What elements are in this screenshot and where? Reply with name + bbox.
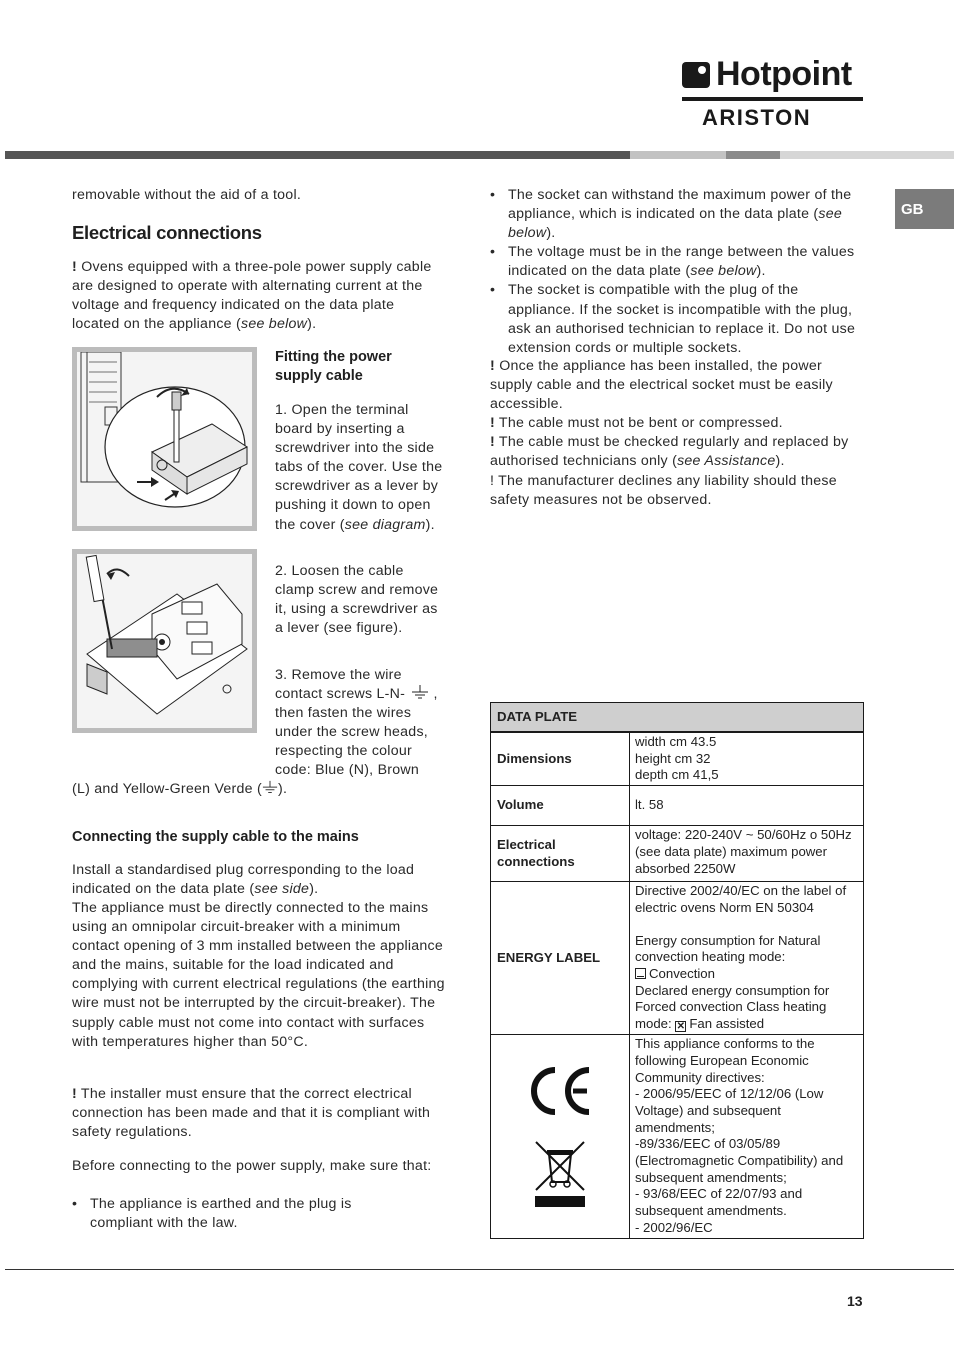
warning-paragraph: ! Ovens equipped with a three-pole power supply cable are designed to operate with alternating current at the voltage and frequency indicated on the data plate located on the appliance (see below). (72, 259, 432, 333)
installer-note: ! The installer must ensure that the correct electrical connection has been made and that it is compliant with safety regulations. (72, 1086, 431, 1141)
list-item: • The appliance is earthed and the plug is compliant with the law. (72, 1195, 392, 1233)
header-bar-mid (726, 151, 780, 159)
logo-mark-icon (682, 62, 710, 88)
safety-note-2: ! The cable must not be bent or compressed. (490, 415, 783, 432)
ce-weee-marks (491, 1035, 630, 1238)
safety-note-1: ! Once the appliance has been installed, the power supply cable and the electrical socket must be easily accessible. (490, 358, 833, 413)
mains-paragraph-1: Install a standardised plug corresponding to the load indicated on the data plate (see side). (72, 862, 415, 898)
cable-clamp-diagram (72, 549, 257, 733)
data-plate-table (490, 702, 864, 1239)
safety-note-3: ! The cable must be checked regularly and replaced by authorised technicians only (see Assistance). (490, 434, 849, 470)
ce-directives: This appliance conforms to the following European Economic Community directives: - 2006/95/EEC of 12/12/06 (Low Voltage) and subsequent amendments; -89/336/EEC of 03/05/89 (Electromagnetic Compatibility) and subsequent amendments; - 93/68/EEC of 22/07/93 and subsequent amendments. - 2002/96/EC (630, 1035, 864, 1238)
dimensions-label: Dimensions (491, 732, 630, 786)
weee-bin-icon (533, 1138, 587, 1208)
mains-title: Connecting the supply cable to the mains (72, 829, 359, 845)
mains-paragraph-2: The appliance must be directly connected to the mains using an omnipolar circuit-breaker with a minimum contact opening of 3 mm installed between the appliance and the mains, suitable for the load indicated and complying with current electrical regulations (the earthing wire must not be interrupted by the circuit-breaker). The supply cable must not come into contact with surfaces with temperatures higher than 50°C. (72, 900, 445, 1050)
step-1: 1. Open the terminal board by inserting a screwdriver into the side tabs of the cover. Use the screwdriver as a lever by pushing it down to open the cover (see diagram). (275, 402, 443, 533)
before-connecting-text: Before connecting to the power supply, make sure that: (72, 1158, 432, 1174)
list-item: • The socket is compatible with the plug of the appliance. If the socket is incompatible with the plug, ask an authorised technician to replace it. Do not use extension cords or multiple sockets. (490, 281, 860, 357)
fan-assisted-icon: ✕ (676, 1021, 686, 1033)
earth-symbol-icon (411, 685, 429, 701)
header-bar-light (630, 151, 726, 159)
earth-symbol-icon-2 (262, 780, 278, 796)
list-item: • The socket can withstand the maximum power of the appliance, which is indicated on the data plate (see below). (490, 186, 860, 243)
terminal-board-diagram (72, 347, 257, 531)
fitting-title: Fitting the power supply cable (275, 349, 392, 384)
electrical-label: Electrical connections (491, 826, 630, 882)
section-title: Electrical connections (72, 222, 262, 243)
intro-text: removable without the aid of a tool. (72, 187, 302, 203)
convection-icon (635, 968, 646, 979)
data-plate-title: DATA PLATE (491, 703, 864, 733)
electrical-value: voltage: 220-240V ~ 50/60Hz o 50Hz (see data plate) maximum power absorbed 2250W (630, 826, 864, 882)
page-number: 13 (847, 1293, 863, 1309)
sub-brand-name: ARISTON (702, 105, 812, 130)
footer-rule (5, 1269, 954, 1270)
step-3-continued: (L) and Yellow-Green Verde ( ). (72, 781, 288, 797)
language-tab: GB (895, 189, 954, 229)
hotpoint-ariston-logo (682, 55, 864, 130)
dimensions-value: width cm 43.5 height cm 32 depth cm 41,5 (630, 732, 864, 786)
safety-note-4: ! The manufacturer declines any liability should these safety measures not be observed. (490, 472, 837, 508)
volume-label: Volume (491, 786, 630, 826)
list-item: • The voltage must be in the range between the values indicated on the data plate (see below). (490, 243, 860, 281)
before-connecting-list (72, 1195, 392, 1233)
energy-label-label: ENERGY LABEL (491, 882, 630, 1035)
brand-name: Hotpoint (716, 55, 852, 93)
step-3: 3. Remove the wire contact screws L-N- , then fasten the wires under the screw heads, respecting the colour code: Blue (N), Brown (275, 667, 438, 779)
safety-notes (490, 357, 862, 510)
header-bar-pale (780, 151, 954, 159)
volume-value: lt. 58 (630, 786, 864, 826)
ce-mark-icon (525, 1064, 595, 1118)
socket-requirements-list (490, 186, 860, 358)
step-2: 2. Loosen the cable clamp screw and remove it, using a screwdriver as a lever (see figure). (275, 563, 439, 637)
energy-label-value: Directive 2002/40/EC on the label of electric ovens Norm EN 50304 Energy consumption for Natural convection heating mode: Convection Declared energy consumption for Forced convection Class heating mode: ✕ Fan assisted (630, 882, 864, 1035)
header-bar-dark (5, 151, 630, 159)
